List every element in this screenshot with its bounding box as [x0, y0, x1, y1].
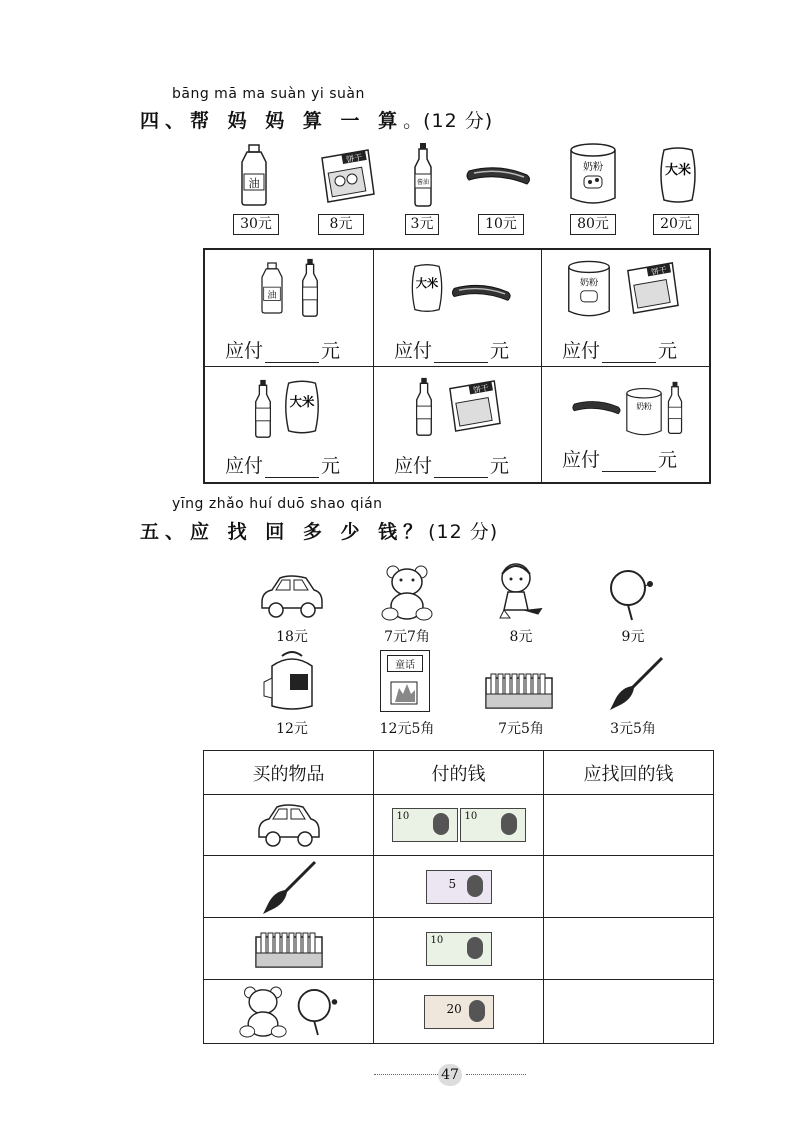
book-title: 童话: [387, 655, 423, 672]
milk-powder-can-icon: [624, 387, 664, 437]
table-row: [204, 795, 714, 856]
portrait-icon: [467, 937, 483, 959]
header-paid: 付的钱: [374, 751, 544, 795]
milk-label: 奶粉: [636, 401, 652, 411]
table-header-row: [204, 751, 714, 795]
page-number: 47: [438, 1064, 462, 1086]
soy-label: 酱油: [416, 179, 430, 186]
pay-suffix: 元: [658, 340, 678, 362]
rice-bag-icon: [281, 379, 323, 435]
biscuit-bag-icon: [318, 148, 376, 204]
answer-blank[interactable]: [265, 459, 319, 478]
rice-label: 大米: [415, 277, 439, 291]
pay-line-6: [562, 445, 677, 472]
banknote-value: 10: [464, 811, 478, 822]
row3-item: [204, 918, 374, 980]
row1-change-answer[interactable]: [544, 795, 714, 856]
banknote-icon: [426, 932, 492, 966]
crayon-box-icon: [484, 670, 554, 710]
rice-bag-icon: [656, 146, 700, 204]
header-change: 应找回的钱: [544, 751, 714, 795]
toy-price-car: 18元: [276, 629, 308, 645]
table-row: [204, 918, 714, 980]
soy-sauce-bottle-icon: [666, 379, 684, 437]
toy-price-drum: 9元: [621, 629, 645, 645]
pay-suffix: 元: [490, 455, 510, 477]
answer-blank[interactable]: [265, 344, 319, 363]
header-items: 买的物品: [204, 751, 374, 795]
backpack-icon: [260, 650, 324, 712]
storybook-icon: [380, 650, 430, 712]
price-rice: 20元: [653, 214, 699, 235]
oil-bottle-icon: [236, 144, 272, 206]
teddy-bear-icon: [238, 985, 288, 1039]
pay-cell-5: [374, 367, 542, 482]
rattle-drum-icon: [606, 568, 656, 622]
banknote-icon: [460, 808, 526, 842]
pay-cell-6: [542, 367, 709, 482]
price-sausage: 10元: [478, 214, 524, 235]
pay-grid: [203, 248, 711, 484]
answer-blank[interactable]: [434, 344, 488, 363]
pay-cell-3: [542, 250, 709, 367]
price-oil: 30元: [233, 214, 279, 235]
pay-suffix: 元: [321, 455, 341, 477]
section5-pinyin: yīng zhǎo huí duō shao qián: [172, 496, 383, 512]
toy-price-doll: 8元: [509, 629, 533, 645]
book-cover-art-icon: [381, 676, 427, 710]
pay-suffix: 元: [321, 340, 341, 362]
section4-pinyin: bāng mā ma suàn yi suàn: [172, 86, 365, 102]
oil-bottle-icon: [257, 258, 287, 318]
row2-item: [204, 856, 374, 918]
row4-change-answer[interactable]: [544, 980, 714, 1044]
pay-prefix: 应付: [394, 340, 433, 362]
row4-paid: [374, 980, 544, 1044]
product-row: [228, 140, 708, 235]
rice-label: 大米: [289, 394, 315, 410]
rattle-drum-icon: [294, 985, 340, 1039]
milk-powder-can-icon: [568, 142, 618, 206]
rice-bag-icon: [408, 262, 446, 314]
banknote-value: 20: [446, 1001, 462, 1016]
sausage-icon: [466, 162, 532, 188]
brush-pen-icon: [606, 654, 666, 712]
toy-car-icon: [258, 572, 326, 620]
pay-suffix: 元: [490, 340, 510, 362]
row3-paid: [374, 918, 544, 980]
footer-rule-left: [374, 1074, 438, 1075]
pay-line-4: [225, 451, 340, 478]
portrait-icon: [433, 813, 449, 835]
rice-label: 大米: [664, 163, 692, 178]
brush-pen-icon: [259, 858, 319, 916]
pay-cell-4: [205, 367, 374, 482]
toy-price-book: 12元5角: [379, 721, 435, 737]
pay-prefix: 应付: [225, 455, 264, 477]
pay-suffix: 元: [658, 449, 678, 471]
pay-prefix: 应付: [562, 449, 601, 471]
oil-label: 油: [248, 177, 260, 190]
answer-blank[interactable]: [602, 344, 656, 363]
banknote-icon: [426, 870, 492, 904]
row1-item: [204, 795, 374, 856]
toy-price-bear: 7元7角: [384, 629, 430, 645]
row1-paid: [374, 795, 544, 856]
portrait-icon: [469, 1000, 485, 1022]
banknote-value: 10: [430, 934, 444, 946]
biscuit-label: 饼干: [472, 383, 490, 395]
section4-title-text: 四、帮 妈 妈 算 一 算: [140, 110, 404, 132]
sausage-icon: [450, 280, 514, 304]
milk-powder-can-icon: [566, 258, 612, 320]
pay-cell-1: [205, 250, 374, 367]
pay-cell-2: [374, 250, 542, 367]
milk-label: 奶粉: [583, 162, 603, 173]
banknote-value: 5: [448, 876, 457, 891]
section5-title-text: 五、应 找 回 多 少 钱？: [140, 521, 429, 543]
row2-paid: [374, 856, 544, 918]
toy-price-backpack: 12元: [276, 721, 308, 737]
change-table: [203, 750, 714, 1044]
pay-prefix: 应付: [394, 455, 433, 477]
pay-line-1: [225, 336, 340, 363]
section4-title: [140, 106, 493, 133]
doll-icon: [494, 560, 546, 622]
price-biscuit: 8元: [318, 214, 364, 235]
biscuit-bag-icon: [446, 379, 502, 433]
milk-label: 奶粉: [579, 277, 599, 289]
row3-change-answer[interactable]: [544, 918, 714, 980]
sausage-icon: [572, 397, 622, 417]
portrait-icon: [467, 875, 483, 897]
biscuit-label: 饼干: [650, 265, 668, 277]
pay-prefix: 应付: [562, 340, 601, 362]
soy-sauce-bottle-icon: [253, 377, 273, 441]
section4-points: 。(12 分): [403, 110, 494, 132]
teddy-bear-icon: [380, 564, 434, 622]
banknote-value: 10: [396, 811, 410, 822]
portrait-icon: [501, 813, 517, 835]
row4-item: [204, 980, 374, 1044]
toy-price-crayons: 7元5角: [498, 721, 544, 737]
table-row: [204, 856, 714, 918]
toy-price-brush: 3元5角: [610, 721, 656, 737]
price-milk: 80元: [570, 214, 616, 235]
soy-sauce-bottle-icon: [412, 142, 434, 208]
section5-points: (12 分): [428, 521, 499, 543]
biscuit-bag-icon: [624, 260, 680, 316]
banknote-icon: [392, 808, 458, 842]
oil-label: 油: [267, 290, 277, 301]
row2-change-answer[interactable]: [544, 856, 714, 918]
pay-prefix: 应付: [225, 340, 264, 362]
answer-blank[interactable]: [602, 453, 656, 472]
section5-title: [140, 517, 498, 544]
crayon-box-icon: [254, 929, 324, 969]
biscuit-label: 饼干: [345, 152, 363, 165]
footer-rule-right: [466, 1074, 526, 1075]
pay-line-3: [562, 336, 677, 363]
pay-line-2: [394, 336, 509, 363]
soy-sauce-bottle-icon: [414, 375, 434, 439]
pay-line-5: [394, 451, 509, 478]
toy-car-icon: [253, 801, 325, 849]
soy-sauce-bottle-icon: [300, 256, 320, 320]
table-row: [204, 980, 714, 1044]
banknote-icon: [424, 995, 494, 1029]
price-soy: 3元: [405, 214, 439, 235]
answer-blank[interactable]: [434, 459, 488, 478]
